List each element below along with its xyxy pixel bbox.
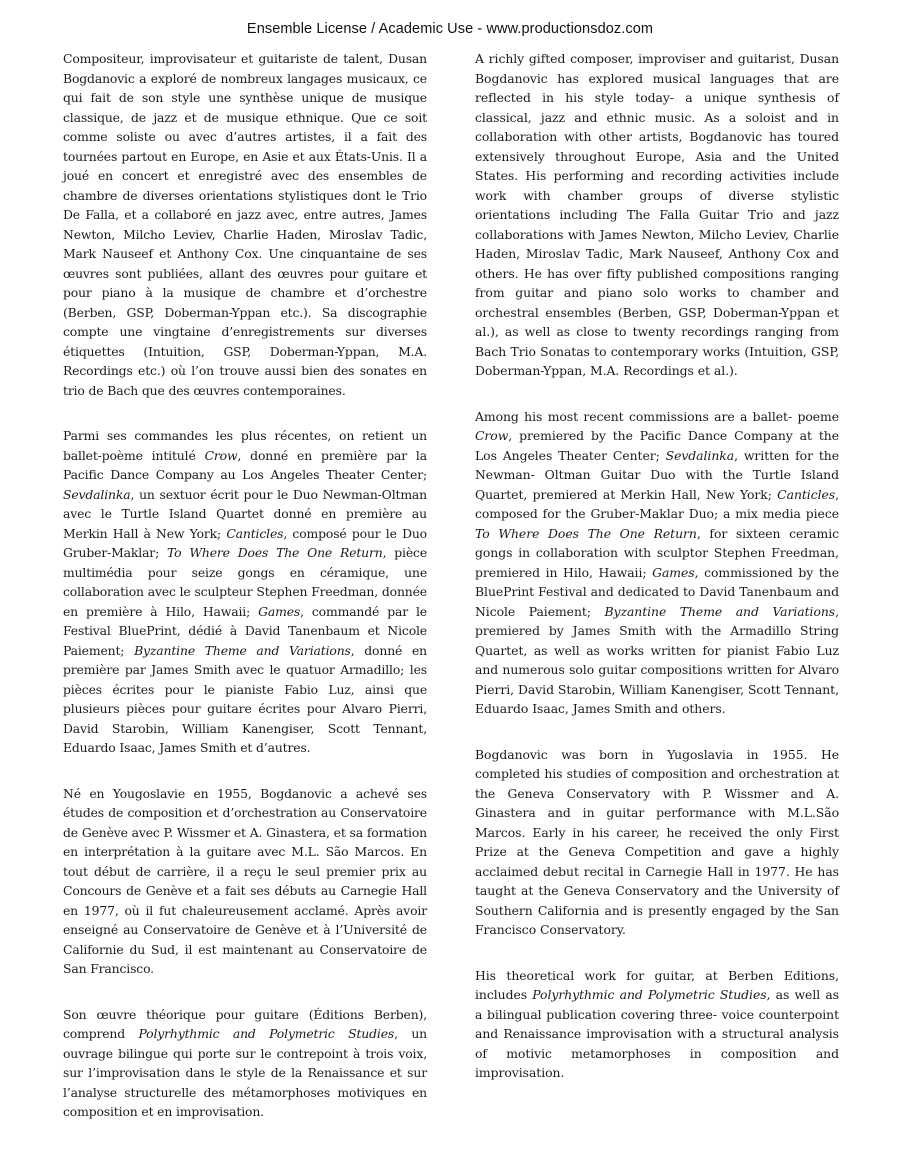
page-header: Ensemble License / Academic Use - www.productionsdoz.com	[246, 21, 654, 37]
english-paragraph-commissions	[475, 407, 839, 719]
work-title: To Where Does The One Return	[166, 545, 383, 560]
french-column	[63, 49, 427, 1148]
text-segment: Compositeur, improvisateur et guitariste de talent, Dusan Bogdanovic a exploré de nombreux langages musicaux, ce qui fait de son style une synthèse unique de musique classique, de jazz et de musique ethnique. Que ce soit comme soliste ou avec d’autres artistes, il a fait des tournées partout en Europe, en Asie et aux États-Unis. Il a joué en concert et enregistré avec des ensembles de chambre de diverses orientations stylistiques dont le Trio De Falla, et a collaboré en jazz avec, entre autres, James Newton, Milcho Leviev, Charlie Haden, Miroslav Tadic, Mark Nauseef et Anthony Cox. Une cinquantaine de ses œuvres sont publiées, allant des œuvres pour guitare et pour piano à la musique de chambre et d’orchestre (Berben, GSP, Doberman-Yppan etc.). Sa discographie compte une vingtaine d’enregistrements sur diverses étiquettes (Intuition, GSP, Doberman-Yppan, M.A. Recordings etc.) où l’on trouve aussi bien des sonates en trio de Bach que des œuvres contemporaines.	[63, 51, 427, 398]
work-title: Crow	[475, 428, 509, 443]
french-paragraph-education	[63, 784, 427, 979]
work-title: Canticles	[777, 486, 836, 502]
text-segment: Son œuvre théorique pour guitare (Éditions Berben), comprend	[63, 1006, 427, 1041]
text-segment: , premiered by the Pacific Dance Company at the Los Angeles Theater Center;	[475, 428, 839, 463]
text-segment: , composed for the Gruber-Maklar Duo; a mix media piece	[475, 486, 839, 521]
text-segment: , un sextuor écrit pour le Duo Newman-Oltman avec le Turtle Island Quartet donné en première au Merkin Hall à New York;	[63, 486, 427, 541]
text-segment: Parmi ses commandes les plus récentes, on retient un ballet-poème intitulé	[63, 428, 427, 463]
work-title: Crow	[204, 447, 238, 463]
text-segment: Among his most recent commissions are a ballet- poeme	[475, 408, 839, 424]
work-title: Polyrhythmic and Polymetric Studies	[532, 987, 767, 1002]
text-segment: Né en Yougoslavie en 1955, Bogdanovic a achevé ses études de composition et d’orchestration au Conservatoire de Genève avec P. Wissmer et A. Ginastera, et sa formation en interprétation à la guitare avec M.L. São Marcos. En tout début de carrière, il a reçu le seul premier prix au Concours de Genève et a fait ses débuts au Carnegie Hall en 1977, où il fut chaleureusement acclamé. Après avoir enseigné au Conservatoire de Genève et à l’Université de Californie du Sud, il est maintenant au Conservatoire de San Francisco.	[63, 785, 427, 976]
work-title: Sevdalinka	[63, 486, 131, 502]
text-segment: His theoretical work for guitar, at Berben Editions, includes	[475, 967, 839, 1002]
text-segment: , donné en première par la Pacific Dance Company au Los Angeles Theater Center;	[63, 447, 427, 482]
work-title: Byzantine Theme and Variations	[134, 642, 351, 658]
french-paragraph-bio	[63, 49, 427, 400]
text-segment: , written for the Newman- Oltman Guitar Duo with the Turtle Island Quartet, premiered at Merkin Hall, New York;	[475, 447, 839, 502]
text-segment: , premiered by James Smith with the Armadillo String Quartet, as well as works written for pianist Fabio Luz and numerous solo guitar compositions written for Alvaro Pierri, David Starobin, William Kanengiser, Scott Tennant, Eduardo Isaac, James Smith and others.	[475, 603, 839, 716]
work-title: Canticles	[226, 525, 284, 541]
english-column	[475, 49, 839, 1109]
work-title: Games	[652, 564, 695, 580]
text-segment: , pièce multimédia pour seize gongs en céramique, une collaboration avec le sculpteur Stephen Freedman, donnée en première à Hilo, Hawaii;	[63, 545, 427, 619]
work-title: Games	[258, 603, 301, 619]
work-title: Byzantine Theme and Variations	[604, 603, 836, 619]
english-paragraph-theory	[475, 966, 839, 1083]
english-paragraph-bio	[475, 49, 839, 381]
text-segment: , commandé par le Festival BluePrint, dédié à David Tanenbaum et Nicole Paiement;	[63, 603, 427, 658]
work-title: Sevdalinka	[665, 447, 735, 463]
text-segment: , composé pour le Duo Gruber-Maklar;	[63, 525, 427, 560]
french-paragraph-theory	[63, 1005, 427, 1122]
text-segment: , for sixteen ceramic gongs in collaboration with sculptor Stephen Freedman, premiered in Hilo, Hawaii;	[475, 525, 839, 580]
text-segment: , commissioned by the BluePrint Festival and dedicated to David Tanenbaum and Nicole Paiement;	[475, 564, 839, 619]
text-segment: , donné en première par James Smith avec le quatuor Armadillo; les pièces écrites pour le pianiste Fabio Luz, ainsi que plusieurs pièces pour guitare écrites pour Alvaro Pierri, David Starobin, William Kanengiser, Scott Tennant, Eduardo Isaac, James Smith et d’autres.	[63, 642, 427, 755]
french-paragraph-commissions	[63, 426, 427, 758]
work-title: Polyrhythmic and Polymetric Studies	[138, 1026, 395, 1041]
text-segment: , as well as a bilingual publication covering three- voice counterpoint and Renaissance improvisation with a structural analysis of motivic metamorphoses in composition and improvisation.	[475, 987, 839, 1080]
english-paragraph-education	[475, 745, 839, 940]
text-segment: , un ouvrage bilingue qui porte sur le contrepoint à trois voix, sur l’improvisation dans le style de la Renaissance et sur l’analyse structurelle des métamorphoses motiviques en composition et en improvisation.	[63, 1026, 427, 1119]
work-title: To Where Does The One Return	[475, 525, 697, 541]
text-segment: A richly gifted composer, improviser and guitarist, Dusan Bogdanovic has explored musical languages that are reflected in his style today- a unique synthesis of classical, jazz and ethnic music. As a soloist and in collaboration with other artists, Bogdanovic has toured extensively throughout Europe, Asia and the United States. His performing and recording activities include work with chamber groups of diverse stylistic orientations including The Falla Guitar Trio and jazz collaborations with James Newton, Milcho Leviev, Charlie Haden, Miroslav Tadic, Mark Nauseef, Anthony Cox and others. He has over fifty published compositions ranging from guitar and piano solo works to chamber and orchestral ensembles (Berben, GSP, Doberman-Yppan et al.), as well as close to twenty recordings ranging from Bach Trio Sonatas to contemporary works (Intuition, GSP, Doberman-Yppan, M.A. Recordings et al.).	[475, 51, 839, 378]
text-segment: Bogdanovic was born in Yugoslavia in 1955. He completed his studies of composition and orchestration at the Geneva Conservatory with P. Wissmer and A. Ginastera and in guitar performance with M.L.São Marcos. Early in his career, he received the only First Prize at the Geneva Competition and gave a highly acclaimed debut recital in Carnegie Hall in 1977. He has taught at the Geneva Conservatory and the University of Southern California and is presently engaged by the San Francisco Conservatory.	[475, 746, 839, 937]
